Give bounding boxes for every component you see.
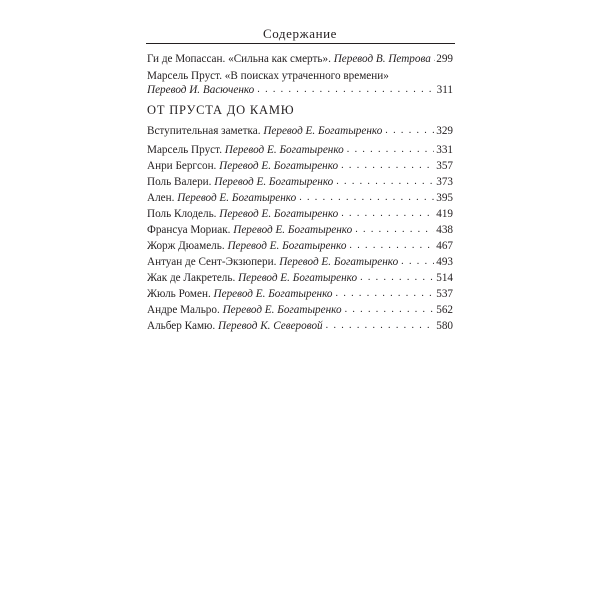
- page-header-title: Содержание: [262, 26, 338, 41]
- toc-entry-translator: Перевод Е. Богатыренко: [263, 125, 383, 137]
- toc-entry-author: Жак де Лакретель.: [147, 272, 236, 284]
- toc-entry-translator: Перевод В. Петрова: [333, 53, 431, 65]
- toc-entry-page: 329: [436, 125, 453, 137]
- toc-entry-maupassant[interactable]: [147, 53, 453, 66]
- toc-entry-author: Андре Мальро.: [147, 304, 220, 316]
- toc-entry-page: 493: [436, 256, 453, 268]
- toc-entry-page: 467: [436, 240, 453, 252]
- toc-entry-translator: Перевод Е. Богатыренко: [238, 272, 358, 284]
- toc-entry-page: 357: [436, 160, 453, 172]
- toc-entry-translator: Перевод К. Северовой: [217, 320, 323, 332]
- toc-entry-page: 395: [436, 192, 453, 204]
- toc-entry-translator: Перевод Е. Богатыренко: [222, 304, 342, 316]
- toc-entry-author: Жорж Дюамель.: [147, 240, 225, 252]
- toc-entry[interactable]: [147, 224, 453, 237]
- toc-entry-page: 419: [436, 208, 453, 220]
- dot-leader: [385, 124, 434, 137]
- dot-leader: [355, 223, 434, 236]
- toc-entry-title: Вступительная заметка.: [147, 125, 261, 137]
- toc-entry[interactable]: [147, 176, 453, 189]
- toc-entry-page: 311: [436, 84, 453, 96]
- toc-entry-title: Ги де Мопассан. «Сильна как смерть».: [147, 53, 331, 65]
- toc-entry[interactable]: [147, 304, 453, 317]
- dot-leader: [326, 319, 435, 332]
- toc-entry-page: 438: [436, 224, 453, 236]
- toc-entry-author: Жюль Ромен.: [147, 288, 211, 300]
- dot-leader: [336, 287, 435, 300]
- toc-entry[interactable]: [147, 256, 453, 269]
- toc-entry[interactable]: [147, 208, 453, 221]
- toc-entry-page: 580: [436, 320, 453, 332]
- toc-entry-translator: Перевод И. Васюченко: [147, 84, 255, 96]
- toc-entry[interactable]: [147, 160, 453, 173]
- toc-entry-translator: Перевод Е. Богатыренко: [177, 192, 297, 204]
- toc-entry-page: 299: [436, 53, 453, 65]
- toc-entry-translator: Перевод Е. Богатыренко: [233, 224, 353, 236]
- toc-entry-translator: Перевод Е. Богатыренко: [219, 160, 339, 172]
- toc-entry-author: Марсель Пруст.: [147, 144, 222, 156]
- toc-entry-page: 373: [436, 176, 453, 188]
- dot-leader: [257, 83, 434, 96]
- toc-entry-author: Франсуа Мориак.: [147, 224, 231, 236]
- toc-entry[interactable]: [147, 240, 453, 253]
- dot-leader: [299, 191, 434, 204]
- toc-entry-page: 562: [436, 304, 453, 316]
- toc-entry-proust[interactable]: [147, 84, 453, 97]
- dot-leader: [341, 159, 434, 172]
- dot-leader: [401, 255, 434, 268]
- toc-entry-translator: Перевод Е. Богатыренко: [224, 144, 344, 156]
- toc-entry-intro[interactable]: [147, 125, 453, 138]
- dot-leader: [347, 143, 434, 156]
- toc-entry-author: Анри Бергсон.: [147, 160, 217, 172]
- toc-entry[interactable]: [147, 192, 453, 205]
- dot-leader: [336, 175, 434, 188]
- toc-entry-author: Антуан де Сент-Экзюпери.: [147, 256, 277, 268]
- dot-leader: [345, 303, 435, 316]
- toc-entry-translator: Перевод Е. Богатыренко: [279, 256, 399, 268]
- toc-entry-translator: Перевод Е. Богатыренко: [214, 176, 334, 188]
- toc-entry[interactable]: [147, 288, 453, 301]
- toc-entry-page: 537: [436, 288, 453, 300]
- toc-entry-translator: Перевод Е. Богатыренко: [219, 208, 339, 220]
- toc-entry-author: Альбер Камю.: [147, 320, 216, 332]
- toc-entry-page: 331: [436, 144, 453, 156]
- toc-entry-author: Ален.: [147, 192, 175, 204]
- toc-entry-author: Поль Валери.: [147, 176, 212, 188]
- toc-entry[interactable]: [147, 272, 453, 285]
- toc-entry[interactable]: [147, 144, 453, 157]
- section-heading: ОТ ПРУСТА ДО КАМЮ: [147, 103, 295, 117]
- toc-entry[interactable]: [147, 320, 453, 333]
- toc-entry-author: Поль Клодель.: [147, 208, 217, 220]
- toc-entry-proust-line1[interactable]: Марсель Пруст. «В поисках утраченного времени»: [147, 70, 389, 82]
- header-divider: [146, 43, 455, 44]
- dot-leader: [341, 207, 434, 220]
- toc-entry-page: 514: [436, 272, 453, 284]
- toc-entry-translator: Перевод Е. Богатыренко: [227, 240, 347, 252]
- dot-leader: [360, 271, 434, 284]
- dot-leader: [349, 239, 434, 252]
- toc-entry-translator: Перевод Е. Богатыренко: [213, 288, 333, 300]
